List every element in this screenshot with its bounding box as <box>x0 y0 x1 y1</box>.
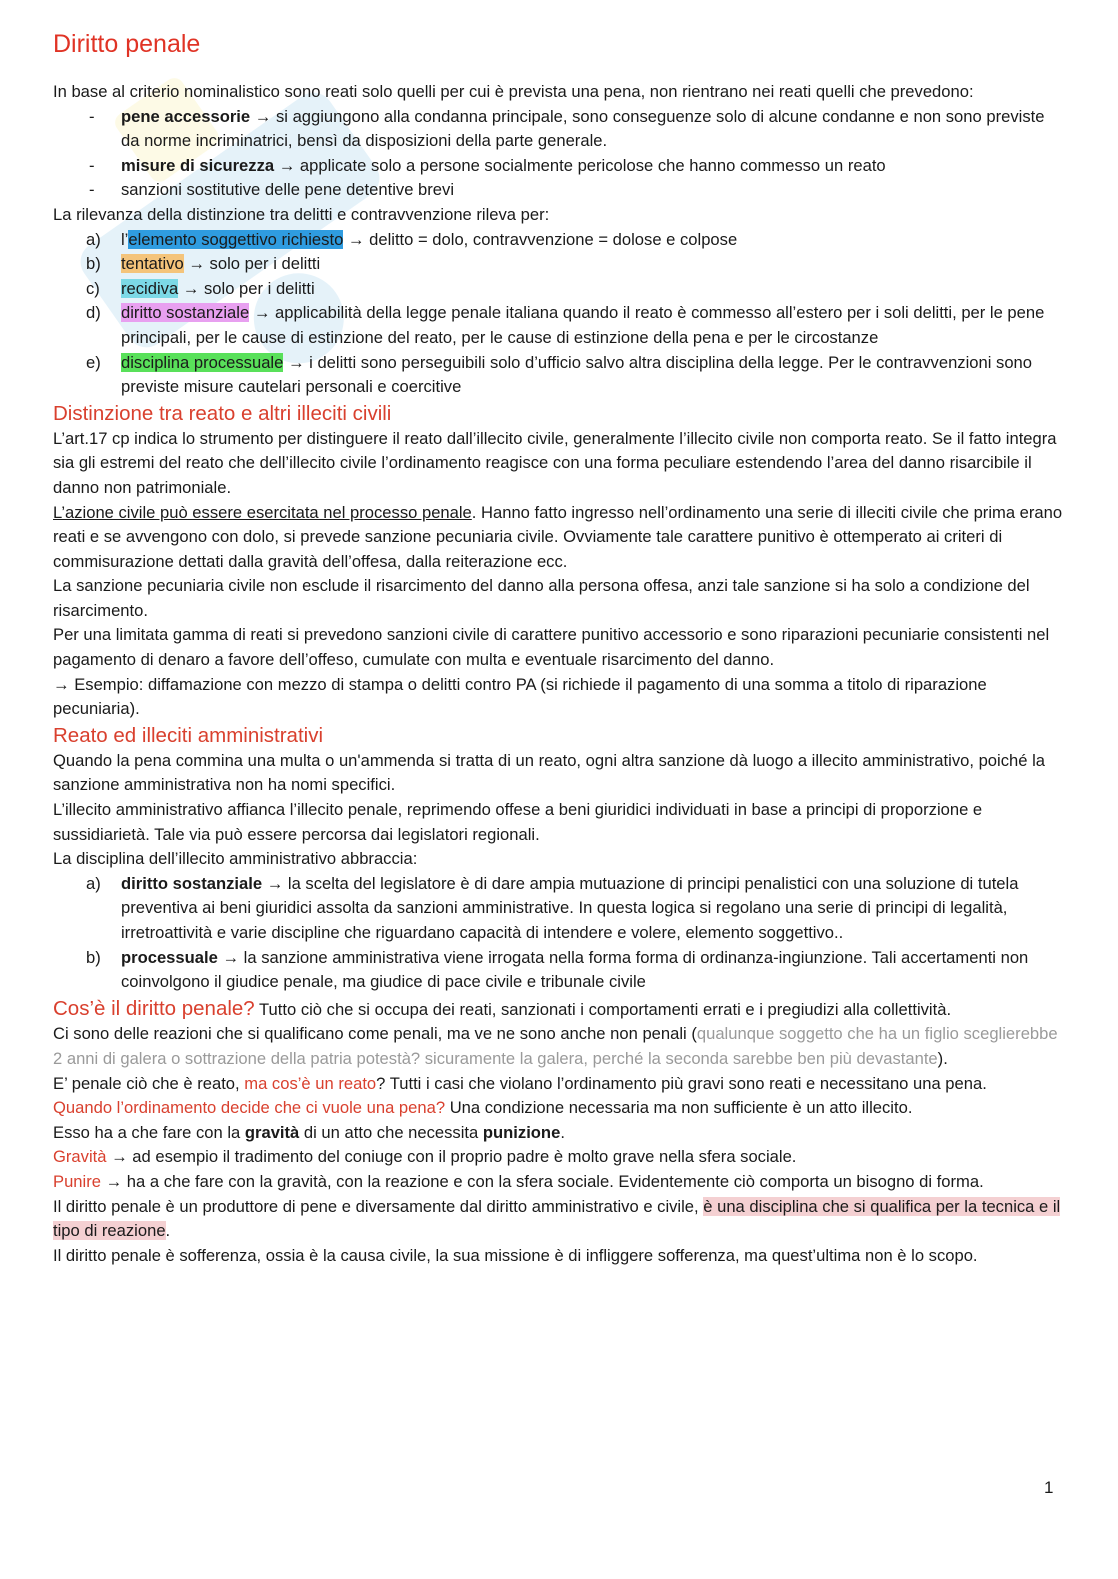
highlight: recidiva <box>121 278 179 298</box>
intro-paragraph: In base al criterio nominalistico sono reati solo quelli per cui è prevista una pena, non rientrano nei reati quelli che prevedono: <box>53 82 974 101</box>
paragraph: Per una limitata gamma di reati si prevedono sanzioni civile di carattere punitivo accessorio e sono riparazioni pecuniarie consistenti nel pagamento di denaro a favore dell’offeso, cumulate con multa e eventuale risarcimento del danno. <box>53 625 1050 670</box>
list-item: b) tentativo → solo per i delitti <box>86 254 321 274</box>
disciplina-list <box>53 872 1063 995</box>
list-item: - pene accessorie → si aggiungono alla condanna principale, sono conseguenze solo di alcune condanne e non sono previste da norme incriminatrici, bensì da disposizioni della parte generale. <box>89 106 1045 151</box>
list-item: a) diritto sostanziale → la scelta del legislatore è di dare ampia mutuazione di principi penalistici con una soluzione di tutela preventiva ai beni giuridici assolta da sanzioni amministrative. In questa logica si regolano una serie di principi di legalità, irretroattività e varie discipline che riguardano capacità di intendere e volere, elemento soggettivo.. <box>86 873 1019 942</box>
section-heading: Reato ed illeciti amministrativi <box>53 723 324 747</box>
list-item: b) processuale → la sanzione amministrativa viene irrogata nella forma forma di ordinanza-ingiunzione. Tali accertamenti non coinvolgono il giudice penale, ma giudice di pace civile e tribunale civile <box>86 947 1029 992</box>
paragraph: Cos’è il diritto penale? Tutto ciò che si occupa dei reati, sanzionati i comportamenti errati e i pregiudizi alla collettività. <box>53 996 952 1020</box>
highlight: elemento soggettivo richiesto <box>128 229 344 249</box>
document-title: Diritto penale <box>53 30 201 58</box>
rilevanza-list <box>53 228 1063 400</box>
highlight: diritto sostanziale <box>121 303 250 323</box>
paragraph: L’azione civile può essere esercitata nel processo penale. Hanno fatto ingresso nell’ordinamento una serie di illeciti civile che prima erano reati e se avvengono con dolo, si prevede sanzione pecuniaria civile. Ovviamente tale carattere punitivo è ottemperato ai criteri di commisurazione dettati dalla gravità dell’offesa, dalla reiterazione ecc. <box>53 502 1063 571</box>
paragraph: Quando la pena commina una multa o un'ammenda si tratta di un reato, ogni altra sanzione dà luogo a illecito amministrativo, poiché la sanzione amministrativa non ha nomi specifici. <box>53 750 1045 795</box>
paragraph: Punire → ha a che fare con la gravità, con la reazione e con la sfera sociale. Evidentemente ciò comporta un bisogno di forma. <box>53 1171 984 1191</box>
highlight: è una disciplina che si qualifica per la tecnica e il tipo di reazione <box>53 1196 1061 1241</box>
paragraph: → Esempio: diffamazione con mezzo di stampa o delitti contro PA (si richiede il pagamento di una somma a titolo di riparazione pecuniaria). <box>53 674 987 719</box>
paragraph: L’art.17 cp indica lo strumento per distinguere il reato dall’illecito civile, generalmente l’illecito civile non comporta reato. Se il fatto integra sia gli estremi del reato che dell’illecito civile l’ordinamento reagisce con una forma peculiare estendendo l’area del danno risarcibile il danno non patrimoniale. <box>53 428 1057 497</box>
list-item: - sanzioni sostitutive delle pene detentive brevi <box>89 180 455 200</box>
section-heading: Distinzione tra reato e altri illeciti civili <box>53 401 392 425</box>
paragraph: La disciplina dell’illecito amministrativo abbraccia: <box>53 849 418 869</box>
paragraph: E’ penale ciò che è reato, ma cos’è un reato? Tutti i casi che violano l’ordinamento più gravi sono reati e necessitano una pena. <box>53 1073 987 1093</box>
list-item: - misure di sicurezza → applicate solo a persone socialmente pericolose che hanno commesso un reato <box>89 155 886 175</box>
paragraph: Quando l’ordinamento decide che ci vuole una pena? Una condizione necessaria ma non sufficiente è un atto illecito. <box>53 1098 913 1118</box>
paragraph: Ci sono delle reazioni che si qualificano come penali, ma ve ne sono anche non penali (qualunque soggetto che ha un figlio sceglierebbe 2 anni di galera o sottrazione della patria potestà? sicuramente la galera, perché la seconda sarebbe ben più devastante). <box>53 1024 1058 1068</box>
list-item: d) diritto sostanziale → applicabilità della legge penale italiana quando il reato è commesso all’estero per i soli delitti, per le pene principali, per le cause di estinzione del reato, per le cause di estinzione della pena e per le circostanze <box>86 303 1045 347</box>
paragraph: Esso ha a che fare con la gravità di un atto che necessita punizione. <box>53 1122 565 1142</box>
paragraph: La sanzione pecuniaria civile non esclude il risarcimento del danno alla persona offesa, anzi tale sanzione si ha solo a condizione del risarcimento. <box>53 576 1030 620</box>
paragraph: L’illecito amministrativo affianca l’illecito penale, reprimendo offese a beni giuridici individuati in base a principi di proporzione e sussidiarietà. Tale via può essere percorsa dai legislatori regionali. <box>53 800 983 844</box>
paragraph: Il diritto penale è sofferenza, ossia è la causa civile, la sua missione è di infliggere sofferenza, ma quest’ultima non è lo scopo. <box>53 1245 978 1265</box>
document-body <box>53 28 1063 1268</box>
list-item: e) disciplina processuale → i delitti sono perseguibili solo d’ufficio salvo altra disciplina della legge. Per le contravvenzioni sono previste misure cautelari personali e coercitive <box>86 352 1033 397</box>
section-heading: Cos’è il diritto penale? <box>53 996 255 1020</box>
rilevanza-intro: La rilevanza della distinzione tra delitti e contravvenzione rileva per: <box>53 204 550 224</box>
list-item: c) recidiva → solo per i delitti <box>86 278 315 298</box>
page-number: 1 <box>1044 1478 1054 1497</box>
paragraph: Il diritto penale è un produttore di pene e diversamente dal diritto amministrativo e civile, è una disciplina che si qualifica per la tecnica e il tipo di reazione. <box>53 1196 1061 1241</box>
highlight: tentativo <box>121 254 184 274</box>
highlight: disciplina processuale <box>121 352 284 372</box>
paragraph: Gravità → ad esempio il tradimento del coniuge con il proprio padre è molto grave nella sfera sociale. <box>53 1147 797 1167</box>
excluded-list <box>53 105 1063 203</box>
list-item: a) l’elemento soggettivo richiesto → delitto = dolo, contravvenzione = dolose e colpose <box>86 229 738 249</box>
